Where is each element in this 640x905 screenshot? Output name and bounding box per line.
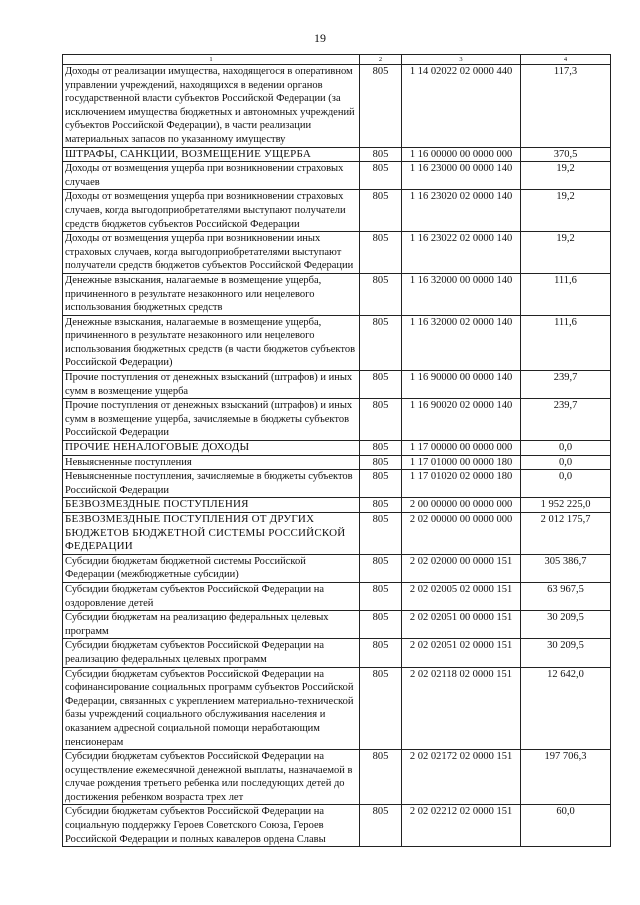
row-amount-cell: 12 642,0 [521, 667, 611, 750]
row-classification-code-cell: 2 02 02051 00 0000 151 [402, 611, 521, 639]
table-row [63, 371, 611, 399]
row-classification-code-cell: 1 16 23000 00 0000 140 [402, 162, 521, 190]
row-name-cell: Денежные взыскания, налагаемые в возмещение ущерба, причиненного в результате незаконного или нецелевого использования бюджетных средств [63, 273, 360, 315]
row-name-cell: БЕЗВОЗМЕЗДНЫЕ ПОСТУПЛЕНИЯ [63, 498, 360, 513]
column-number-3: 3 [402, 55, 521, 65]
table-body [63, 65, 611, 847]
table-row [63, 498, 611, 513]
table-row [63, 611, 611, 639]
row-name-cell: Невыясненные поступления, зачисляемые в бюджеты субъектов Российской Федерации [63, 470, 360, 498]
row-amount-cell: 60,0 [521, 805, 611, 847]
row-amount-cell: 111,6 [521, 315, 611, 370]
row-amount-cell: 305 386,7 [521, 554, 611, 582]
row-classification-code-cell: 1 14 02022 02 0000 440 [402, 65, 521, 148]
column-number-4: 4 [521, 55, 611, 65]
row-name-cell: Субсидии бюджетам на реализацию федеральных целевых программ [63, 611, 360, 639]
row-admin-code-cell: 805 [360, 147, 402, 162]
row-classification-code-cell: 1 16 90020 02 0000 140 [402, 399, 521, 441]
row-admin-code-cell: 805 [360, 582, 402, 610]
row-amount-cell: 19,2 [521, 190, 611, 232]
row-classification-code-cell: 2 02 02118 02 0000 151 [402, 667, 521, 750]
table-row [63, 315, 611, 370]
row-classification-code-cell: 1 16 00000 00 0000 000 [402, 147, 521, 162]
row-name-cell: Доходы от возмещения ущерба при возникновении страховых случаев, когда выгодоприобретателями выступают получатели средств бюджетов субъектов Российской Федерации [63, 190, 360, 232]
table-row [63, 639, 611, 667]
row-admin-code-cell: 805 [360, 441, 402, 456]
row-admin-code-cell: 805 [360, 611, 402, 639]
row-classification-code-cell: 1 16 32000 00 0000 140 [402, 273, 521, 315]
row-classification-code-cell: 1 17 01000 00 0000 180 [402, 455, 521, 470]
row-name-cell: Доходы от возмещения ущерба при возникновении страховых случаев [63, 162, 360, 190]
row-name-cell: ШТРАФЫ, САНКЦИИ, ВОЗМЕЩЕНИЕ УЩЕРБА [63, 147, 360, 162]
row-name-cell: Субсидии бюджетам субъектов Российской Федерации на социальную поддержку Героев Советского Союза, Героев Российской Федерации и полных кавалеров ордена Славы [63, 805, 360, 847]
row-name-cell: Невыясненные поступления [63, 455, 360, 470]
table-row [63, 667, 611, 750]
table-row [63, 441, 611, 456]
row-admin-code-cell: 805 [360, 554, 402, 582]
row-amount-cell: 0,0 [521, 470, 611, 498]
row-admin-code-cell: 805 [360, 667, 402, 750]
row-amount-cell: 1 952 225,0 [521, 498, 611, 513]
row-classification-code-cell: 1 16 32000 02 0000 140 [402, 315, 521, 370]
row-admin-code-cell: 805 [360, 513, 402, 555]
row-name-cell: Субсидии бюджетам бюджетной системы Российской Федерации (межбюджетные субсидии) [63, 554, 360, 582]
row-name-cell: Прочие поступления от денежных взысканий (штрафов) и иных сумм в возмещение ущерба [63, 371, 360, 399]
row-admin-code-cell: 805 [360, 639, 402, 667]
row-amount-cell: 117,3 [521, 65, 611, 148]
row-admin-code-cell: 805 [360, 470, 402, 498]
table-row [63, 470, 611, 498]
row-amount-cell: 30 209,5 [521, 639, 611, 667]
column-number-row [63, 55, 611, 65]
row-admin-code-cell: 805 [360, 399, 402, 441]
column-number-1: 1 [63, 55, 360, 65]
table-row [63, 554, 611, 582]
table-row [63, 805, 611, 847]
row-classification-code-cell: 2 02 00000 00 0000 000 [402, 513, 521, 555]
row-admin-code-cell: 805 [360, 273, 402, 315]
row-name-cell: Прочие поступления от денежных взысканий (штрафов) и иных сумм в возмещение ущерба, зачисляемые в бюджеты субъектов Российской Федерации [63, 399, 360, 441]
table-row [63, 399, 611, 441]
row-amount-cell: 0,0 [521, 441, 611, 456]
row-classification-code-cell: 1 17 01020 02 0000 180 [402, 470, 521, 498]
table-row [63, 273, 611, 315]
table-row [63, 162, 611, 190]
row-classification-code-cell: 2 02 02212 02 0000 151 [402, 805, 521, 847]
row-classification-code-cell: 2 02 02051 02 0000 151 [402, 639, 521, 667]
row-amount-cell: 2 012 175,7 [521, 513, 611, 555]
row-name-cell: Субсидии бюджетам субъектов Российской Федерации на софинансирование социальных программ субъектов Российской Федерации, связанных с укреплением материально-технической базы учреждений социального обслуживания населения и оказанием адресной социальной помощи неработающим пенсионерам [63, 667, 360, 750]
row-classification-code-cell: 1 16 23022 02 0000 140 [402, 232, 521, 274]
table-row [63, 65, 611, 148]
row-name-cell: БЕЗВОЗМЕЗДНЫЕ ПОСТУПЛЕНИЯ ОТ ДРУГИХ БЮДЖЕТОВ БЮДЖЕТНОЙ СИСТЕМЫ РОССИЙСКОЙ ФЕДЕРАЦИИ [63, 513, 360, 555]
row-name-cell: Доходы от реализации имущества, находящегося в оперативном управлении учреждений, находящихся в ведении органов государственной власти субъектов Российской Федерации (за исключением имущества бюджетных и автономных учреждений субъектов Российской Федерации), в части реализации материальных запасов по указанному имуществу [63, 65, 360, 148]
table-row [63, 455, 611, 470]
row-name-cell: ПРОЧИЕ НЕНАЛОГОВЫЕ ДОХОДЫ [63, 441, 360, 456]
row-classification-code-cell: 1 16 23020 02 0000 140 [402, 190, 521, 232]
row-amount-cell: 197 706,3 [521, 750, 611, 805]
row-name-cell: Субсидии бюджетам субъектов Российской Федерации на осуществление ежемесячной денежной выплаты, назначаемой в случае рождения третьего ребенка или последующих детей до достижения ребенком возраста трех лет [63, 750, 360, 805]
row-admin-code-cell: 805 [360, 805, 402, 847]
table-row [63, 582, 611, 610]
budget-revenue-table [62, 54, 611, 847]
row-admin-code-cell: 805 [360, 315, 402, 370]
column-number-2: 2 [360, 55, 402, 65]
table-row [63, 190, 611, 232]
table-row [63, 750, 611, 805]
row-admin-code-cell: 805 [360, 190, 402, 232]
row-amount-cell: 0,0 [521, 455, 611, 470]
table-row [63, 513, 611, 555]
row-admin-code-cell: 805 [360, 232, 402, 274]
table-row [63, 232, 611, 274]
row-classification-code-cell: 2 00 00000 00 0000 000 [402, 498, 521, 513]
row-admin-code-cell: 805 [360, 162, 402, 190]
row-classification-code-cell: 1 17 00000 00 0000 000 [402, 441, 521, 456]
row-amount-cell: 63 967,5 [521, 582, 611, 610]
table-row [63, 147, 611, 162]
row-admin-code-cell: 805 [360, 371, 402, 399]
row-name-cell: Субсидии бюджетам субъектов Российской Федерации на оздоровление детей [63, 582, 360, 610]
row-name-cell: Денежные взыскания, налагаемые в возмещение ущерба, причиненного в результате незаконного или нецелевого использования бюджетных средств (в части бюджетов субъектов Российской Федерации) [63, 315, 360, 370]
row-amount-cell: 19,2 [521, 162, 611, 190]
row-classification-code-cell: 2 02 02172 02 0000 151 [402, 750, 521, 805]
row-admin-code-cell: 805 [360, 498, 402, 513]
row-admin-code-cell: 805 [360, 65, 402, 148]
row-amount-cell: 19,2 [521, 232, 611, 274]
row-admin-code-cell: 805 [360, 455, 402, 470]
row-admin-code-cell: 805 [360, 750, 402, 805]
row-amount-cell: 111,6 [521, 273, 611, 315]
row-name-cell: Доходы от возмещения ущерба при возникновении иных страховых случаев, когда выгодоприобретателями выступают получатели средств бюджетов субъектов Российской Федерации [63, 232, 360, 274]
row-classification-code-cell: 1 16 90000 00 0000 140 [402, 371, 521, 399]
row-name-cell: Субсидии бюджетам субъектов Российской Федерации на реализацию федеральных целевых программ [63, 639, 360, 667]
row-amount-cell: 239,7 [521, 399, 611, 441]
row-amount-cell: 239,7 [521, 371, 611, 399]
row-amount-cell: 370,5 [521, 147, 611, 162]
row-classification-code-cell: 2 02 02000 00 0000 151 [402, 554, 521, 582]
row-classification-code-cell: 2 02 02005 02 0000 151 [402, 582, 521, 610]
row-amount-cell: 30 209,5 [521, 611, 611, 639]
page-number: 19 [314, 31, 326, 45]
